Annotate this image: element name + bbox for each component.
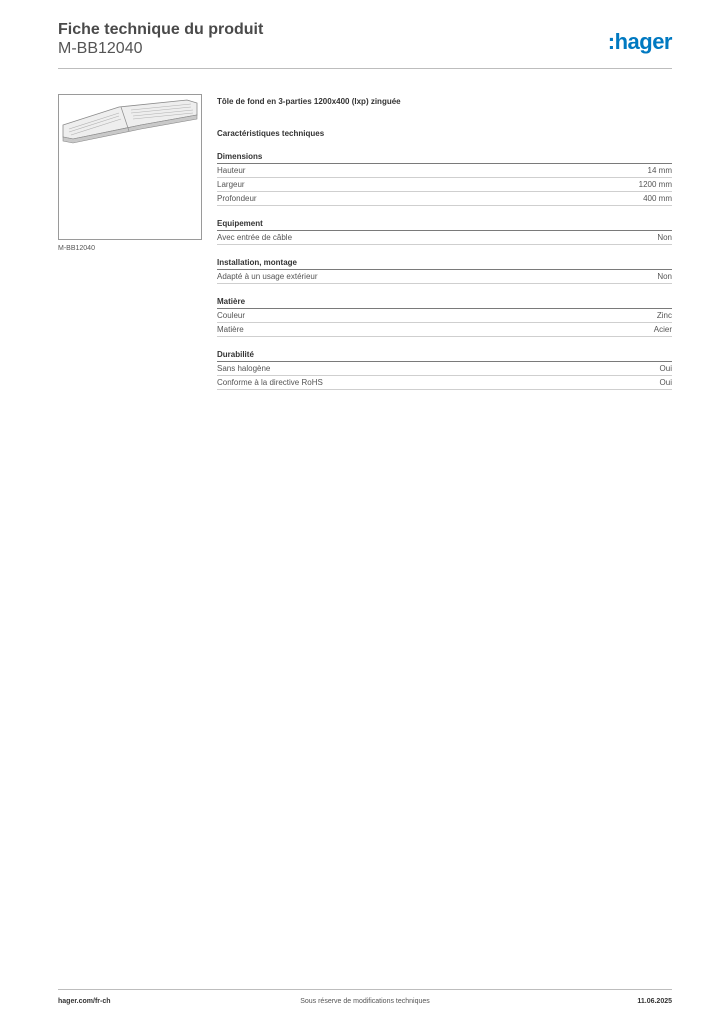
section-installation [217,257,672,284]
hager-logo [608,30,672,54]
spec-label: Hauteur [217,166,246,175]
spec-content [217,96,672,390]
footer-divider [58,989,672,990]
section-dimensions [217,151,672,206]
section-title: Dimensions [217,151,672,164]
section-title: Installation, montage [217,257,672,270]
spec-row [217,270,672,284]
section-title: Matière [217,296,672,309]
spec-value: Acier [653,325,672,334]
spec-label: Conforme à la directive RoHS [217,378,323,387]
section-durability [217,349,672,390]
spec-value: Oui [659,378,672,387]
product-reference: M-BB12040 [58,40,143,57]
spec-label: Matière [217,325,244,334]
spec-row [217,231,672,245]
spec-row [217,178,672,192]
product-image [58,94,202,240]
spec-value: 14 mm [647,166,672,175]
spec-label: Largeur [217,180,245,189]
spec-value: Zinc [656,311,672,320]
section-equipment [217,218,672,245]
spec-value: 400 mm [643,194,672,203]
section-title: Equipement [217,218,672,231]
spec-value: 1200 mm [638,180,672,189]
spec-row [217,323,672,337]
spec-label: Avec entrée de câble [217,233,293,242]
document-date: 11.06.2025 [637,998,672,1005]
spec-label: Couleur [217,311,246,320]
spec-value: Oui [659,364,672,373]
spec-row [217,309,672,323]
spec-label: Adapté à un usage extérieur [217,272,318,281]
spec-row [217,192,672,206]
product-name: Tôle de fond en 3-parties 1200x400 (lxp) zinguée [217,97,401,106]
mounting-plate-illustration [59,95,201,239]
section-title: Durabilité [217,349,672,362]
image-caption: M-BB12040 [58,245,95,252]
spec-value: Non [657,272,672,281]
section-material [217,296,672,337]
spec-row [217,376,672,390]
spec-row [217,362,672,376]
spec-label: Profondeur [217,194,257,203]
page-header [58,20,672,70]
disclaimer-text: Sous réserve de modifications techniques [300,998,430,1005]
header-divider [58,68,672,69]
page-title: Fiche technique du produit [58,21,264,38]
spec-value: Non [657,233,672,242]
logo-text: :hager [607,29,672,54]
tech-heading: Caractéristiques techniques [217,129,325,138]
website-link[interactable]: hager.com/fr-ch [58,998,111,1005]
spec-row [217,164,672,178]
spec-label: Sans halogène [217,364,271,373]
